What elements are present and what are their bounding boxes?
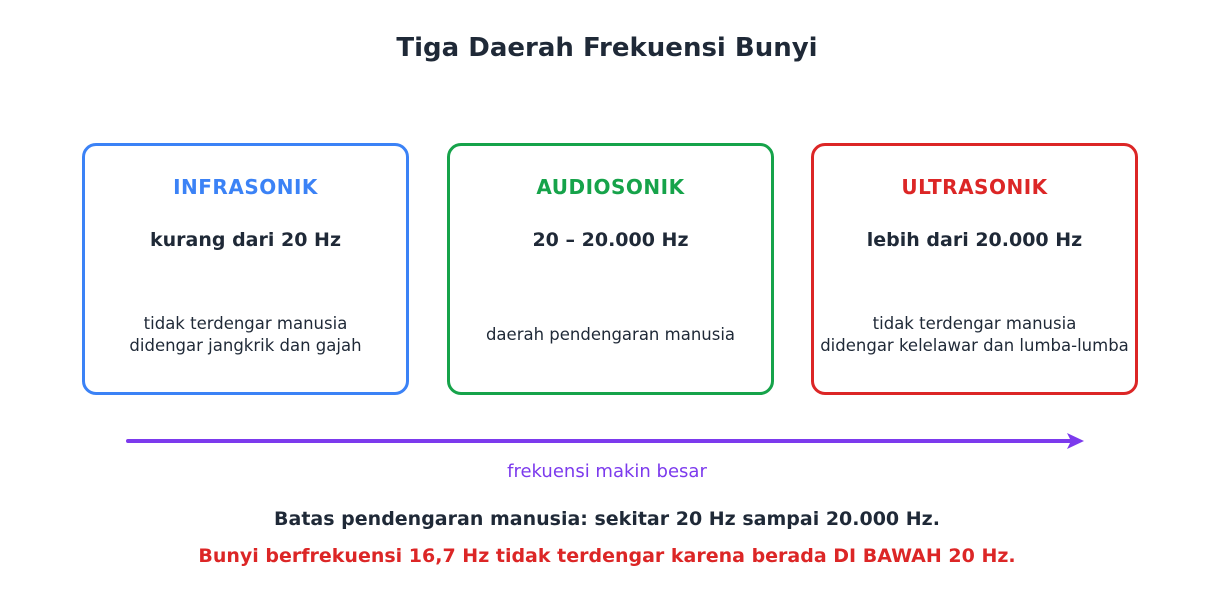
infrasonik-card — [82, 143, 409, 395]
audiosonik-description — [430, 311, 791, 359]
ultrasonik-card — [811, 143, 1138, 395]
diagram-title: Tiga Daerah Frekuensi Bunyi — [396, 33, 818, 63]
ultrasonik-desc-line-1: tidak terdengar manusia — [872, 314, 1077, 333]
infrasonik-range: kurang dari 20 Hz — [149, 229, 342, 251]
arrow-label: frekuensi makin besar — [507, 461, 707, 482]
infrasonik-description — [65, 311, 426, 359]
ultrasonik-range: lebih dari 20.000 Hz — [866, 229, 1083, 251]
audiosonik-label: AUDIOSONIK — [536, 175, 685, 199]
audiosonik-card — [447, 143, 774, 395]
ultrasonik-description — [794, 311, 1155, 359]
audiosonik-desc-line-1: daerah pendengaran manusia — [485, 325, 736, 344]
infrasonik-desc-line-1: tidak terdengar manusia — [143, 314, 348, 333]
ultrasonik-desc-line-2: didengar kelelawar dan lumba-lumba — [820, 336, 1129, 355]
example-note: Bunyi berfrekuensi 16,7 Hz tidak terdengar karena berada DI BAWAH 20 Hz. — [198, 545, 1016, 567]
ultrasonik-label: ULTRASONIK — [901, 175, 1048, 199]
audiosonik-range: 20 – 20.000 Hz — [532, 229, 689, 251]
hearing-limit-note: Batas pendengaran manusia: sekitar 20 Hz sampai 20.000 Hz. — [274, 508, 940, 530]
frequency-arrow-icon — [126, 431, 1088, 451]
infrasonik-desc-line-2: didengar jangkrik dan gajah — [129, 336, 362, 355]
infrasonik-label: INFRASONIK — [173, 175, 318, 199]
